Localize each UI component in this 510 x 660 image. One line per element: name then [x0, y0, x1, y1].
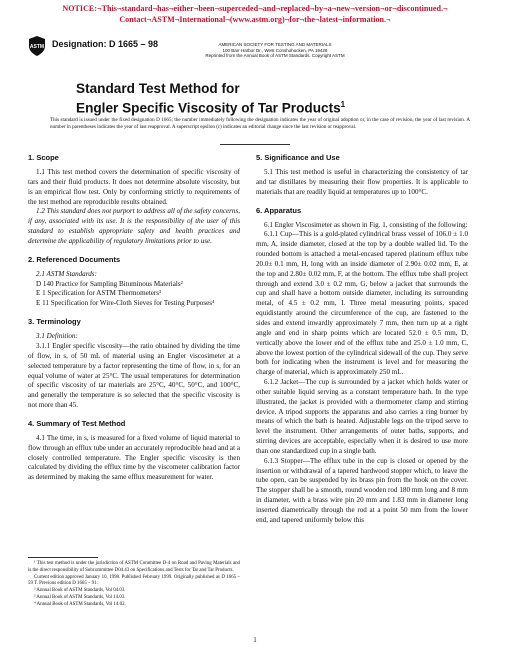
notice-line-2: Contact¬ASTM¬International¬(www.astm.org)¬for¬the¬latest¬information.¬ [119, 14, 391, 24]
section-5-heading: 5. Significance and Use [256, 153, 340, 162]
paragraph-3-1-1: 3.1.1 Engler specific viscosity—the ratio obtained by dividing the time of flow, in s, of 50 mL of material using an Engler viscosimeter at a selected temperature by a factor representing the time of flow, in s, for an equal volume of water at 25°C. The usual temperatures for determination of specific viscosity of tar materials are 25°C, 40°C, 50°C, and 100°C, and generally the temperature is so selected that the specific viscosity is not more than 45. [28, 341, 240, 410]
right-column [256, 153, 468, 526]
society-address: 100 Barr Harbor Dr., West Conshohocken, PA 19428 [222, 47, 328, 53]
standard-issue-note: This standard is issued under the fixed designation D 1665; the number immediately following the designation indicates the year of original adoption or, in the case of revision, the year of last revision. A number in parentheses indicates the year of last reapproval. A superscript epsilon (ε) indicates an editorial change since the last revision or reapproval. [50, 117, 470, 131]
paragraph-2-1: 2.1 ASTM Standards: [36, 269, 97, 278]
reference-e11: E 11 Specification for Wire-Cloth Sieves for Testing Purposes⁴ [36, 299, 215, 308]
reference-e1: E 1 Specification for ASTM Thermometers³ [36, 289, 162, 298]
page-number: 1 [253, 636, 257, 644]
footnote-4: ⁴ Annual Book of ASTM Standards, Vol 14.02. [34, 601, 126, 607]
reference-d140: D 140 Practice for Sampling Bituminous Materials² [36, 279, 183, 288]
title-line-1: Standard Test Method for [76, 81, 240, 96]
footnote-2: ² Annual Book of ASTM Standards, Vol 04.03. [34, 588, 126, 594]
left-column [28, 153, 240, 483]
section-1-heading: 1. Scope [28, 153, 59, 162]
paragraph-5-1: 5.1 This test method is useful in characterizing the consistency of tar and tar distillates by measuring their flow properties. It is applicable to materials that are readily liquid at temperatures up to 100°C. [256, 168, 468, 196]
paragraph-3-1: 3.1 Definition: [36, 332, 78, 341]
supersession-notice [0, 4, 510, 25]
section-6-heading: 6. Apparatus [256, 205, 302, 215]
paragraph-6-1: 6.1 Engler Viscosimeter as shown in Fig. 1, consisting of the following: [264, 220, 468, 229]
paragraph-1-1: 1.1 This test method covers the determination of specific viscosity of tars and their fluid products. It does not determine absolute viscosity, but is an empirical flow test. Only by conforming strictly to requirements of the test method are reproducible results obtained. [28, 168, 240, 206]
footnote-3: ³ Annual Book of ASTM Standards, Vol 14.03. [34, 594, 126, 600]
society-block [150, 42, 400, 59]
document-title [76, 81, 436, 116]
footnotes [28, 561, 240, 609]
designation: Designation: D 1665 – 98 [52, 39, 159, 49]
section-2-heading: 2. Referenced Documents [28, 254, 121, 264]
footnote-divider [28, 557, 98, 558]
notice-line-1: NOTICE:¬This¬standard¬has¬either¬been¬superceded¬and¬replaced¬by¬a¬new¬version¬or¬discontinued.¬ [62, 4, 448, 13]
society-name: AMERICAN SOCIETY FOR TESTING AND MATERIALS [218, 42, 332, 47]
footnote-1: ¹ This test method is under the jurisdiction of ASTM Committee D-4 on Road and Paving Materials and is the direct responsibility of Subcommittee D04.43 on Specifications and Tests for Tar and Tar Products. [28, 561, 240, 573]
section-4-heading: 4. Summary of Test Method [28, 418, 126, 428]
reprint-note: Reprinted from the Annual Book of ASTM Standards. Copyright ASTM [205, 53, 345, 59]
paragraph-6-1-2: 6.1.2 Jacket—The cup is surrounded by a jacket which holds water or other suitable liquid serving as a constant temperature bath. In the type illustrated, the jacket is provided with a thermometer clamp and stirring device. A tripod supports the apparatus and also carries a ring burner by means of which the bath is heated. Adjustable legs on the tripod serve to level the instrument. Other arrangements of outer baths, supports, and stirring devices are acceptable, especially when it is desired to use more than one standardized cup in a single bath. [256, 378, 468, 455]
section-3-heading: 3. Terminology [28, 317, 81, 327]
astm-logo-icon [28, 36, 46, 56]
svg-text:ASTM: ASTM [29, 44, 45, 50]
divider [220, 144, 290, 145]
paragraph-6-1-3: 6.1.3 Stopper—The efflux tube in the cup is closed or opened by the insertion or withdrawal of a tapered hardwood stopper which, to leave the tube open, can be suspended by its brass pin from the hook on the cover. The stopper shall be a smooth, round wooden rod 180 mm long and 8 mm in diameter, with a brass wire pin 20 mm and 1.83 mm in diameter long inserted diametrically through the rod at a point 50 mm from the lower end, and tapered uniformly below this [256, 456, 468, 524]
paragraph-6-1-1: 6.1.1 Cup—This is a gold-plated cylindrical brass vessel of 106.0 ± 1.0 mm, A, inside diameter, closed at the top by a double walled lid. To the rounded bottom is attached a metal-encased tapered platinum efflux tube 20.0± 0.1 mm, H, long with an inside diameter of 2.90± 0.02 mm, E, at the top and 2.80± 0.02 mm, F, at the bottom. The efflux tube shall project through and extend 3.0 ± 0.2 mm, G, below a jacket that surrounds the cup and shall have a bottom outside diameter, including its surrounding metal, of 4.5 ± 0.2 mm, I. Three metal measuring points, spaced equidistantly around the circumference of the cup, are fastened to the sides and extend inwardly approximately 7 mm, then turn up at a right angle and end in sharp points which are located 52.0 ± 0.5 mm, D, vertically above the lower end of the efflux tube and 25.0 ± 1.0 mm, C, above the lowest portion of the cylindrical sidewall of the cup. They serve both for indicating when the instrument is level and for measuring the charge of material, which is approximately 250 mL. [256, 230, 468, 377]
title-footnote-ref: 1 [340, 99, 346, 109]
paragraph-4-1: 4.1 The time, in s, is measured for a fixed volume of liquid material to flow through an efflux tube under an accurately reproducible head and at a closely controlled temperature. The Engler specific viscosity is then calculated by dividing the efflux time by the viscometer calibration factor as determined by making the same efflux measurement for water. [28, 433, 240, 482]
footnote-1-edition: Current edition approved January 10, 1998. Published February 1999. Originally published as D 1665 – 59 T. Previous edition D 1665 – 91. [28, 574, 240, 587]
paragraph-1-2: 1.2 This standard does not purport to address all of the safety concerns, if any, associated with its use. It is the responsibility of the user of this standard to establish appropriate safety and health practices and determine the applicability of regulatory limitations prior to use. [28, 207, 241, 245]
title-line-2: Engler Specific Viscosity of Tar Products [76, 100, 341, 116]
